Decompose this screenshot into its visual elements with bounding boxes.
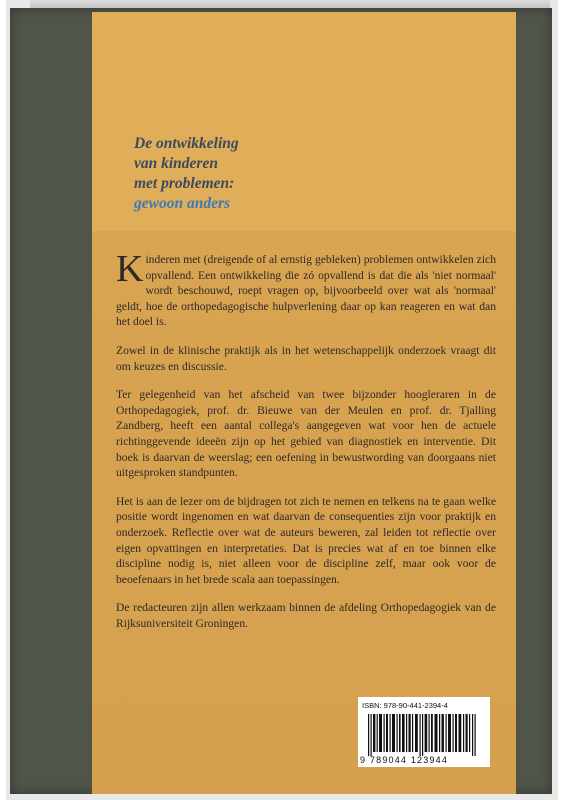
isbn-barcode-label [358, 697, 490, 767]
isbn-number: ISBN: 978-90-441-2394-4 [362, 701, 448, 710]
back-cover-blurb [116, 248, 496, 644]
title-line-3: met problemen: [134, 175, 235, 192]
barcode-icon [368, 714, 480, 756]
blurb-paragraph-3: Ter gelegenheid van het afscheid van twee bijzonder hoogleraren in de Orthopedagogiek, prof. dr. Bieuwe van der Meulen en prof. dr. Tjalling Zandberg, heeft een aantal collega's aangegeven wat voor hen de actuele richtinggevende ideeën zijn op het gebied van diagnostiek en interventie. Dit boek is daarvan de weerslag; een oefening in bewustwording van doorgaans niet uitgesproken standpunten. [116, 388, 496, 480]
book-subtitle: gewoon anders [134, 195, 231, 212]
title-line-2: van kinderen [134, 155, 218, 172]
blurb-paragraph-1-text: inderen met (dreigende of al ernstig gebleken) problemen ontwikkelen zich opvallend. Een ontwikkeling die zó opvallend is dat die als 'niet normaal' wordt beschouwd, roept vragen op, bijvoorbeeld over wat als 'normaal' geldt, hoe de orthopedagogische hulpverlening daar op kan reageren en wat dan het doel is. [116, 253, 496, 329]
barcode-digits: 9 789044 123944 [360, 755, 449, 765]
cover-panel [92, 12, 516, 794]
title-line-1: De ontwikkeling [134, 135, 239, 152]
drop-cap: K [116, 248, 144, 290]
blurb-paragraph-1 [116, 248, 496, 330]
blurb-paragraph-2: Zowel in de klinische praktijk als in het wetenschappelijk onderzoek vraagt dit om keuzes en discussie. [116, 343, 496, 373]
blurb-paragraph-4: Het is aan de lezer om de bijdragen tot zich te nemen en telkens na te gaan welke positie wordt ingenomen en wat daarvan de consequenties zijn voor praktijk en onderzoek. Reflectie over wat de auteurs beweren, zal leiden tot reflectie over eigen opvattingen en interpretaties. Dat is precies wat af en toe binnen elke discipline nodig is, niet alleen voor de discipline zelf, maar ook voor de beoefenaars in het brede scala aan toepassingen. [116, 494, 496, 586]
blurb-paragraph-5: De redacteuren zijn allen werkzaam binnen de afdeling Orthopedagogiek van de Rijksuniversiteit Groningen. [116, 601, 496, 630]
book-title [134, 134, 239, 214]
